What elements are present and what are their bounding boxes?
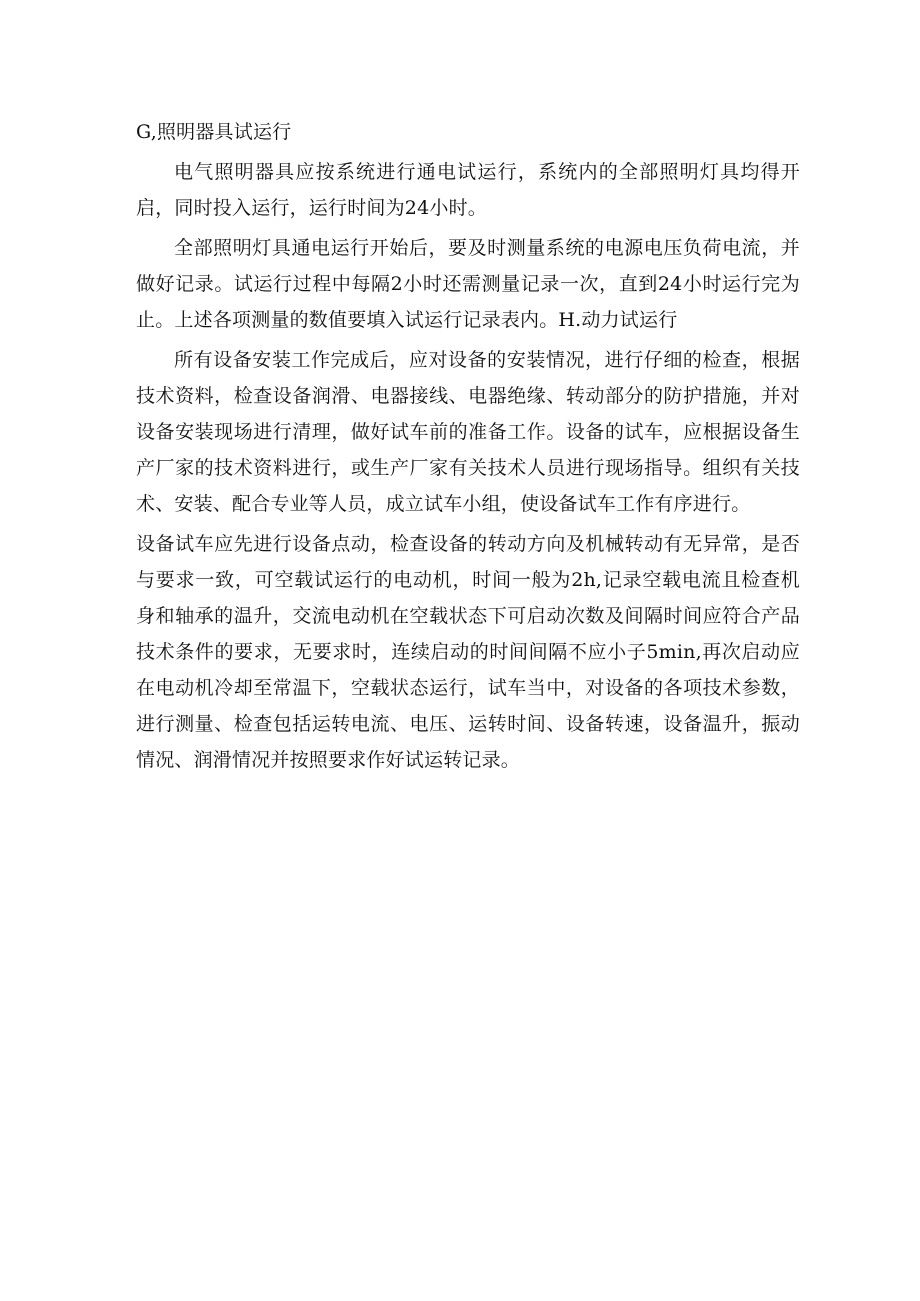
paragraph-equipment-inspection: 所有设备安装工作完成后，应对设备的安装情况，进行仔细的检查，根据技术资料，检查设备润滑、电器接线、电器绝缘、转动部分的防护措施，并对设备安装现场进行清理，做好试车前的准备工作。设备的试车，应根据设备生产厂家的技术资料进行，或生产厂家有关技术人员进行现场指导。组织有关技术、安装、配合专业等人员，成立试车小组，使设备试车工作有序进行。 [136,349,800,515]
document-body [136,114,800,782]
paragraph-equipment-trial-run: 设备试车应先进行设备点动，检查设备的转动方向及机械转动有无异常，是否与要求一致，可空载试运行的电动机，时间一般为2h,记录空载电流且检查机身和轴承的温升，交流电动机在空载状态下可启动次数及间隔时间应符合产品技术条件的要求，无要求时，连续启动的时间间隔不应小子5min,再次启动应在电动机冷却至常温下，空载状态运行，试车当中，对设备的各项技术参数，进行测量、检查包括运转电流、电压、运转时间、设备转速，设备温升，振动情况、润滑情况并按照要求作好试运转记录。 [136,533,800,771]
paragraph-lighting-measurement: 全部照明灯具通电运行开始后，要及时测量系统的电源电压负荷电流，并做好记录。试运行过程中每隔2小时还需测量记录一次，直到24小时运行完为止。上述各项测量的数值要填入试运行记录表内。H.动力试运行 [136,237,800,331]
section-heading-lighting-test: G,照明器具试运行 [136,121,292,143]
paragraph-lighting-energize: 电气照明器具应按系统进行通电试运行，系统内的全部照明灯具均得开启，同时投入运行，运行时间为24小时。 [136,161,800,219]
